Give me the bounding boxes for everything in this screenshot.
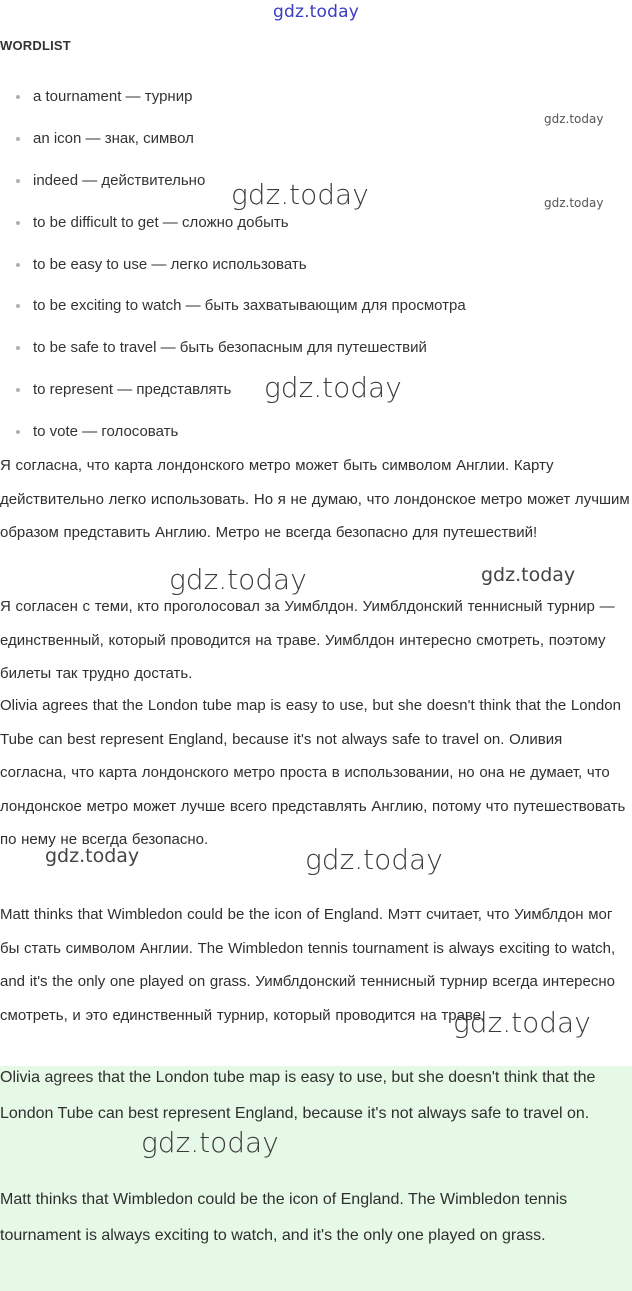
paragraph-olivia: Olivia agrees that the London tube map is easy to use, but she doesn't think that the London Tube can best represent England, because it's not always safe to travel on. Оливия согласна, что карта лондонского метро проста в использовании, но она не думает, что лондонское метро может лучше всего представлять Англию, потому что путешествовать по нему не всегда безопасно. (0, 697, 626, 848)
list-item (0, 126, 466, 168)
bullet-icon (16, 179, 20, 183)
list-item (0, 210, 466, 252)
list-item-text: to be exciting to watch — быть захватывающим для просмотра (33, 297, 466, 315)
list-item-text: a tournament — турнир (33, 88, 193, 105)
list-item (0, 252, 466, 294)
watermark: gdz.today (305, 843, 443, 876)
site-logo[interactable]: gdz.today (272, 2, 360, 22)
watermark: gdz.today (141, 1126, 279, 1159)
watermark: gdz.today (169, 563, 307, 596)
list-item-text: indeed — действительно (33, 171, 206, 189)
watermark: gdz.today (544, 112, 604, 126)
bullet-icon (16, 95, 20, 99)
bullet-icon (16, 263, 20, 267)
bullet-icon (16, 430, 20, 434)
bullet-icon (16, 346, 20, 350)
watermark: gdz.today (231, 178, 369, 211)
list-item (0, 293, 466, 335)
bullet-icon (16, 304, 20, 308)
paragraph-translation-2: Я согласен с теми, кто проголосовал за Уимблдон. Уимблдонский теннисный турнир — единственный, который проводится на траве. Уимблдон интересно смотреть, поэтому билеты так трудно достать. (0, 598, 615, 682)
watermark: gdz.today (453, 1006, 591, 1039)
answer-olivia: Olivia agrees that the London tube map is easy to use, but she doesn't think that the London Tube can best represent England, because it's not always safe to travel on. (0, 1069, 596, 1122)
bullet-icon (16, 137, 20, 141)
list-item-text: an icon — знак, символ (33, 129, 194, 147)
bullet-icon (16, 221, 20, 225)
wordlist-heading: WORDLIST (0, 38, 71, 53)
list-item (0, 377, 466, 419)
answer-matt: Matt thinks that Wimbledon could be the icon of England. The Wimbledon tennis tournament is always exciting to watch, and it's the only one played on grass. (0, 1191, 568, 1244)
list-item-text: to be safe to travel — быть безопасным для путешествий (33, 339, 427, 357)
list-item (0, 335, 466, 377)
watermark: gdz.today (481, 564, 576, 586)
watermark: gdz.today (264, 371, 402, 404)
list-item-text: to be difficult to get — сложно добыть (33, 213, 289, 231)
watermark: gdz.today (544, 196, 604, 210)
list-item-text: to represent — представлять (33, 381, 232, 399)
wordlist (0, 84, 466, 461)
paragraph-translation-1: Я согласна, что карта лондонского метро может быть символом Англии. Карту действительно легко использовать. Но я не думаю, что лондонское метро может лучшим образом представить Англию. Метро не всегда безопасно для путешествий! (0, 457, 630, 541)
list-item-text: to be easy to use — легко использовать (33, 255, 307, 273)
paragraph-matt: Matt thinks that Wimbledon could be the icon of England. Мэтт считает, что Уимблдон мог бы стать символом Англии. The Wimbledon tennis tournament is always exciting to watch, and it's the only one played on grass. Уимблдонский теннисный турнир всегда интересно смотреть, и это единственный турнир, который проводится на траве. (0, 906, 616, 1024)
answer-highlight (0, 1066, 632, 1291)
watermark: gdz.today (45, 845, 140, 867)
bullet-icon (16, 388, 20, 392)
list-item (0, 168, 466, 210)
list-item-text: to vote — голосовать (33, 423, 179, 441)
list-item (0, 84, 466, 126)
